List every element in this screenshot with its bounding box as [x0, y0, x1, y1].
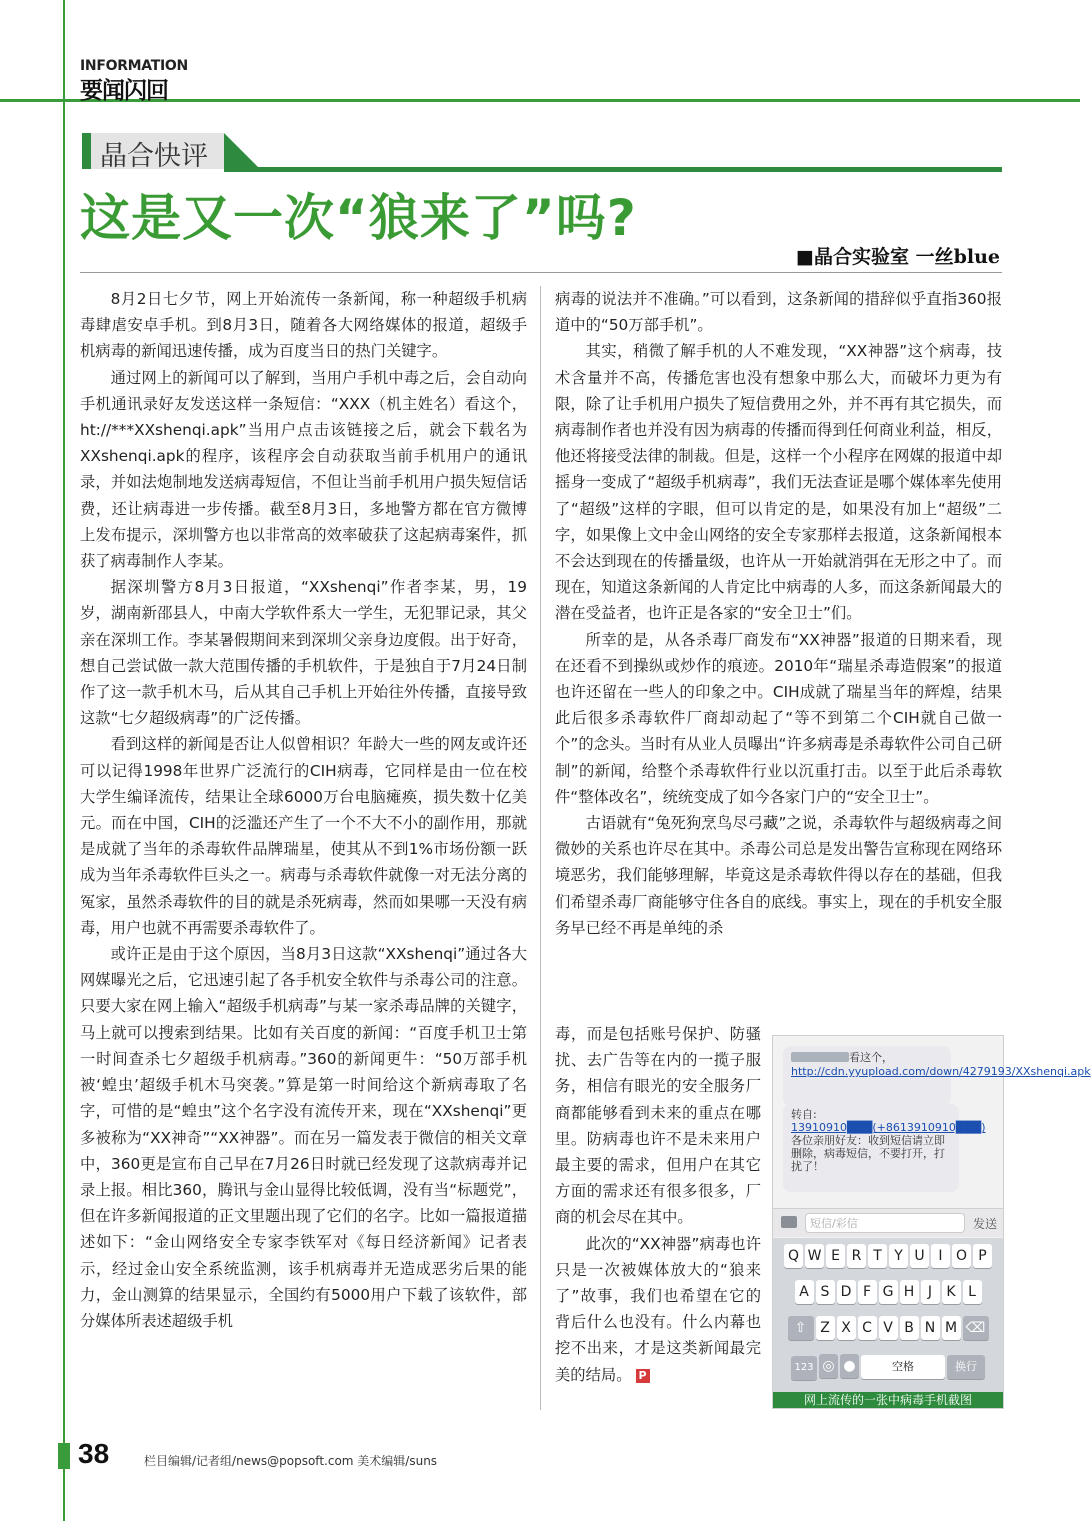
key[interactable]: L	[963, 1280, 982, 1304]
key[interactable]: N	[921, 1316, 940, 1340]
paragraph: 毒，而是包括账号保护、防骚扰、去广告等在内的一揽子服务，相信有眼光的安全服务厂商都能够看到未来的重点在哪里。防病毒也许不是未来用户最主要的需求，但用户在其它方面的需求还有很多很多，厂商的机会尽在其中。	[555, 1025, 761, 1227]
key[interactable]: E	[826, 1244, 845, 1268]
send-button[interactable]: 发送	[973, 1217, 998, 1231]
paragraph-text: 此次的“XX神器”病毒也许只是一次被媒体放大的“狼来了”故事，我们也希望在它的背后什么也没有。什么内幕也挖不出来，才是这类新闻最完美的结局。	[555, 1234, 761, 1384]
paragraph: 8月2日七夕节，网上开始流传一条新闻，称一种超级手机病毒肆虐安卓手机。到8月3日，随着各大网络媒体的报道，超级手机病毒的新闻迅速传播，成为百度当日的热门关键字。	[80, 290, 527, 361]
body-column-2-narrow	[555, 1021, 761, 1388]
key[interactable]: A	[795, 1280, 814, 1304]
key[interactable]: C	[858, 1316, 877, 1340]
key[interactable]: W	[805, 1244, 824, 1268]
title-separator	[80, 272, 1002, 273]
key[interactable]: F	[858, 1280, 877, 1304]
column-tag-text: 晶合快评	[100, 141, 208, 172]
section-label-cn: 要闻闪回	[80, 78, 168, 104]
key[interactable]: P	[973, 1244, 992, 1268]
shift-key-icon[interactable]: ⇧	[788, 1316, 814, 1340]
sms-link[interactable]: http://cdn.yyupload.com/down/4279193/XXshenqi.apk	[791, 1065, 1091, 1078]
key[interactable]: G	[879, 1280, 898, 1304]
key[interactable]: K	[942, 1280, 961, 1304]
article-title: 这是又一次“狼来了”吗?	[80, 189, 637, 247]
body-column-2	[555, 286, 1002, 941]
phone-screenshot	[772, 1035, 1091, 1409]
column-tag-arrow	[224, 133, 260, 169]
key[interactable]: Z	[816, 1316, 835, 1340]
footer-credits: 栏目编辑/记者组/news@popsoft.com 美术编辑/suns	[144, 1454, 438, 1468]
left-green-rule	[63, 0, 65, 1521]
sms-bubble-received	[783, 1046, 1091, 1106]
key[interactable]: Q	[784, 1244, 803, 1268]
key[interactable]: V	[879, 1316, 898, 1340]
paragraph	[555, 1231, 761, 1388]
key[interactable]: D	[837, 1280, 856, 1304]
key[interactable]: H	[900, 1280, 919, 1304]
key[interactable]: X	[837, 1316, 856, 1340]
keyboard	[773, 1238, 1003, 1392]
page-number: 38	[78, 1438, 110, 1469]
page-number-bar	[58, 1443, 70, 1469]
key[interactable]: B	[900, 1316, 919, 1340]
return-key[interactable]: 换行	[947, 1355, 985, 1379]
keyboard-row-3	[773, 1316, 1003, 1342]
globe-key-icon[interactable]: ◎	[819, 1354, 838, 1378]
forward-label: 转自:	[791, 1108, 817, 1121]
key[interactable]: M	[942, 1316, 961, 1340]
key[interactable]: O	[952, 1244, 971, 1268]
paragraph: 据深圳警方8月3日报道，“XXshenqi”作者李某，男，19岁，湖南新邵县人，中南大学软件系大一学生，无犯罪记录，其父亲在深圳工作。李某暑假期间来到深圳父亲身边度假。出于好奇，想自己尝试做一款大范围传播的手机软件，于是独自于7月24日制作了这一款手机木马，后从其自己手机上开始往外传播，直接导致这款“七夕超级病毒”的广泛传播。	[80, 578, 527, 728]
paragraph: 其实，稍微了解手机的人不难发现，“XX神器”这个病毒，技术含量并不高，传播危害也没有想象中那么大，而破坏力更为有限，除了让手机用户损失了短信费用之外，并不再有其它损失，而病毒制作者也并没有因为病毒的传播而得到任何商业利益，相反，他还将接受法律的制裁。但是，这样一个小程序在网媒的报道中却摇身一变成了“超级手机病毒”，我们无法查证是哪个媒体率先使用了“超级”这样的字眼，但可以肯定的是，如果没有加上“超级”二字，如果像上文中金山网络的安全专家那样去报道，这条新闻根本不会达到现在的传播量级，也许从一开始就消弭在无形之中了。而现在，知道这条新闻的人肯定比中病毒的人多，而这条新闻最大的潜在受益者，也许正是各家的“安全卫士”们。	[555, 342, 1002, 623]
paragraph: 古语就有“兔死狗烹鸟尽弓藏”之说，杀毒软件与超级病毒之间微妙的关系也许尽在其中。杀毒公司总是发出警告宣称现在网络环境恶劣，我们能够理解，毕竟这是杀毒软件得以存在的基础，但我们希望杀毒厂商能够守住各自的底线。事实上，现在的手机安全服务早已经不再是单纯的杀	[555, 814, 1002, 937]
key[interactable]: T	[868, 1244, 887, 1268]
paragraph: 看到这样的新闻是否让人似曾相识？年龄大一些的网友或许还可以记得1998年世界广泛流行的CIH病毒，它同样是由一位在校大学生编译流传，结果让全球6000万台电脑瘫痪，损失数十亿美元。而在中国，CIH的泛滥还产生了一个不大不小的副作用，那就是成就了当年的杀毒软件品牌瑞星，使其从不到1%市场份额一跃成为当年杀毒软件巨头之一。病毒与杀毒软件就像一对无法分离的冤家，虽然杀毒软件的目的就是杀死病毒，然而如果哪一天没有病毒，用户也就不再需要杀毒软件了。	[80, 735, 527, 937]
paragraph: 所幸的是，从各杀毒厂商发布“XX神器”报道的日期来看，现在还看不到操纵或炒作的痕迹。2010年“瑞星杀毒造假案”的报道也许还留在一些人的印象之中。CIH成就了瑞星当年的辉煌，结果此后很多杀毒软件厂商却动起了“等不到第二个CIH就自己做一个”的念头。当时有从业人员曝出“许多病毒是杀毒软件公司自己研制”的新闻，给整个杀毒软件行业以沉重打击。以至于此后杀毒软件“整体改名”，统统变成了如今各家门户的“安全卫士”。	[555, 630, 1002, 806]
end-mark: P	[636, 1369, 650, 1383]
paragraph: 通过网上的新闻可以了解到，当用户手机中毒之后，会自动向手机通讯录好友发送这样一条短信：“XXX（机主姓名）看这个，ht://***XXshenqi.apk”当用户点击该链接之后，就会下载名为XXshenqi.apk的程序，该程序会自动获取当前手机用户的通讯录，并如法炮制地发送病毒短信，不但让当前手机用户损失短信话费，还让病毒进一步传播。截至8月3日，多地警方都在官方微博上发布提示，深圳警方也以非常高的效率破获了这起病毒案件，抓获了病毒制作人李某。	[80, 368, 527, 571]
forward-number[interactable]: 13910910███(+8613910910███)	[791, 1121, 986, 1134]
space-key[interactable]: 空格	[861, 1355, 945, 1379]
sms-text: 看这个，	[849, 1051, 893, 1064]
key[interactable]: Y	[889, 1244, 908, 1268]
key[interactable]: U	[910, 1244, 929, 1268]
keyboard-row-4	[773, 1354, 1003, 1380]
key[interactable]: J	[921, 1280, 940, 1304]
article-author: ■晶合实验室 一丝blue	[796, 246, 1000, 268]
key[interactable]: S	[816, 1280, 835, 1304]
numbers-key[interactable]: 123	[791, 1356, 817, 1380]
key[interactable]: I	[931, 1244, 950, 1268]
column-separator	[540, 286, 541, 1410]
key[interactable]: R	[847, 1244, 866, 1268]
paragraph: 或许正是由于这个原因，当8月3日这款“XXshenqi”通过各大网媒曝光之后，它迅速引起了各手机安全软件与杀毒公司的注意。只要大家在网上输入“超级手机病毒”与某一家杀毒品牌的关键字，马上就可以搜索到结果。比如有关百度的新闻：“百度手机卫士第一时间查杀七夕超级手机病毒。”360的新闻更牛：“50万部手机被‘蝗虫’超级手机木马突袭。”算是第一时间给这个新病毒取了名字，可惜的是“蝗虫”这个名字没有流传开来，现在“XXshenqi”更多被称为“XX神奇”“XX神器”。而在另一篇发表于微信的相关文章中，360更是宣布自己早在7月26日时就已经发现了这款病毒并记录上报。相比360，腾讯与金山显得比较低调，没有当“标题党”，但在许多新闻报道的正文里题出现了它们的名字。比如一篇报道描述如下：“金山网络安全专家李铁军对《每日经济新闻》记者表示，经过金山安全系统监测，该手机病毒并无造成恶劣后果的能力，金山测算的结果显示，全国约有5000用户下载了该软件，部分媒体所表述超级手机	[80, 945, 527, 1330]
body-column-1	[80, 286, 527, 1334]
keyboard-row-1	[773, 1244, 1003, 1270]
keyboard-row-2	[773, 1280, 1003, 1306]
paragraph: 病毒的说法并不准确。”可以看到，这条新闻的措辞似乎直指360报道中的“50万部手机”。	[555, 290, 1002, 335]
mic-key-icon[interactable]: ●	[840, 1354, 859, 1378]
figure-caption: 网上流传的一张中病毒手机截图	[773, 1392, 1003, 1408]
backspace-key-icon[interactable]: ⌫	[963, 1316, 989, 1340]
sms-input[interactable]: 短信/彩信	[805, 1213, 965, 1233]
sms-input-bar	[773, 1208, 1003, 1237]
camera-icon[interactable]	[781, 1216, 797, 1228]
blurred-name	[791, 1052, 849, 1062]
sms-bubble-forwarded	[783, 1104, 986, 1192]
column-tag-rule	[224, 167, 1002, 172]
section-label-en: INFORMATION	[80, 58, 188, 74]
forward-text: 各位亲朋好友：收到短信请立即删除，病毒短信，不要打开，打扰了！	[791, 1134, 945, 1173]
